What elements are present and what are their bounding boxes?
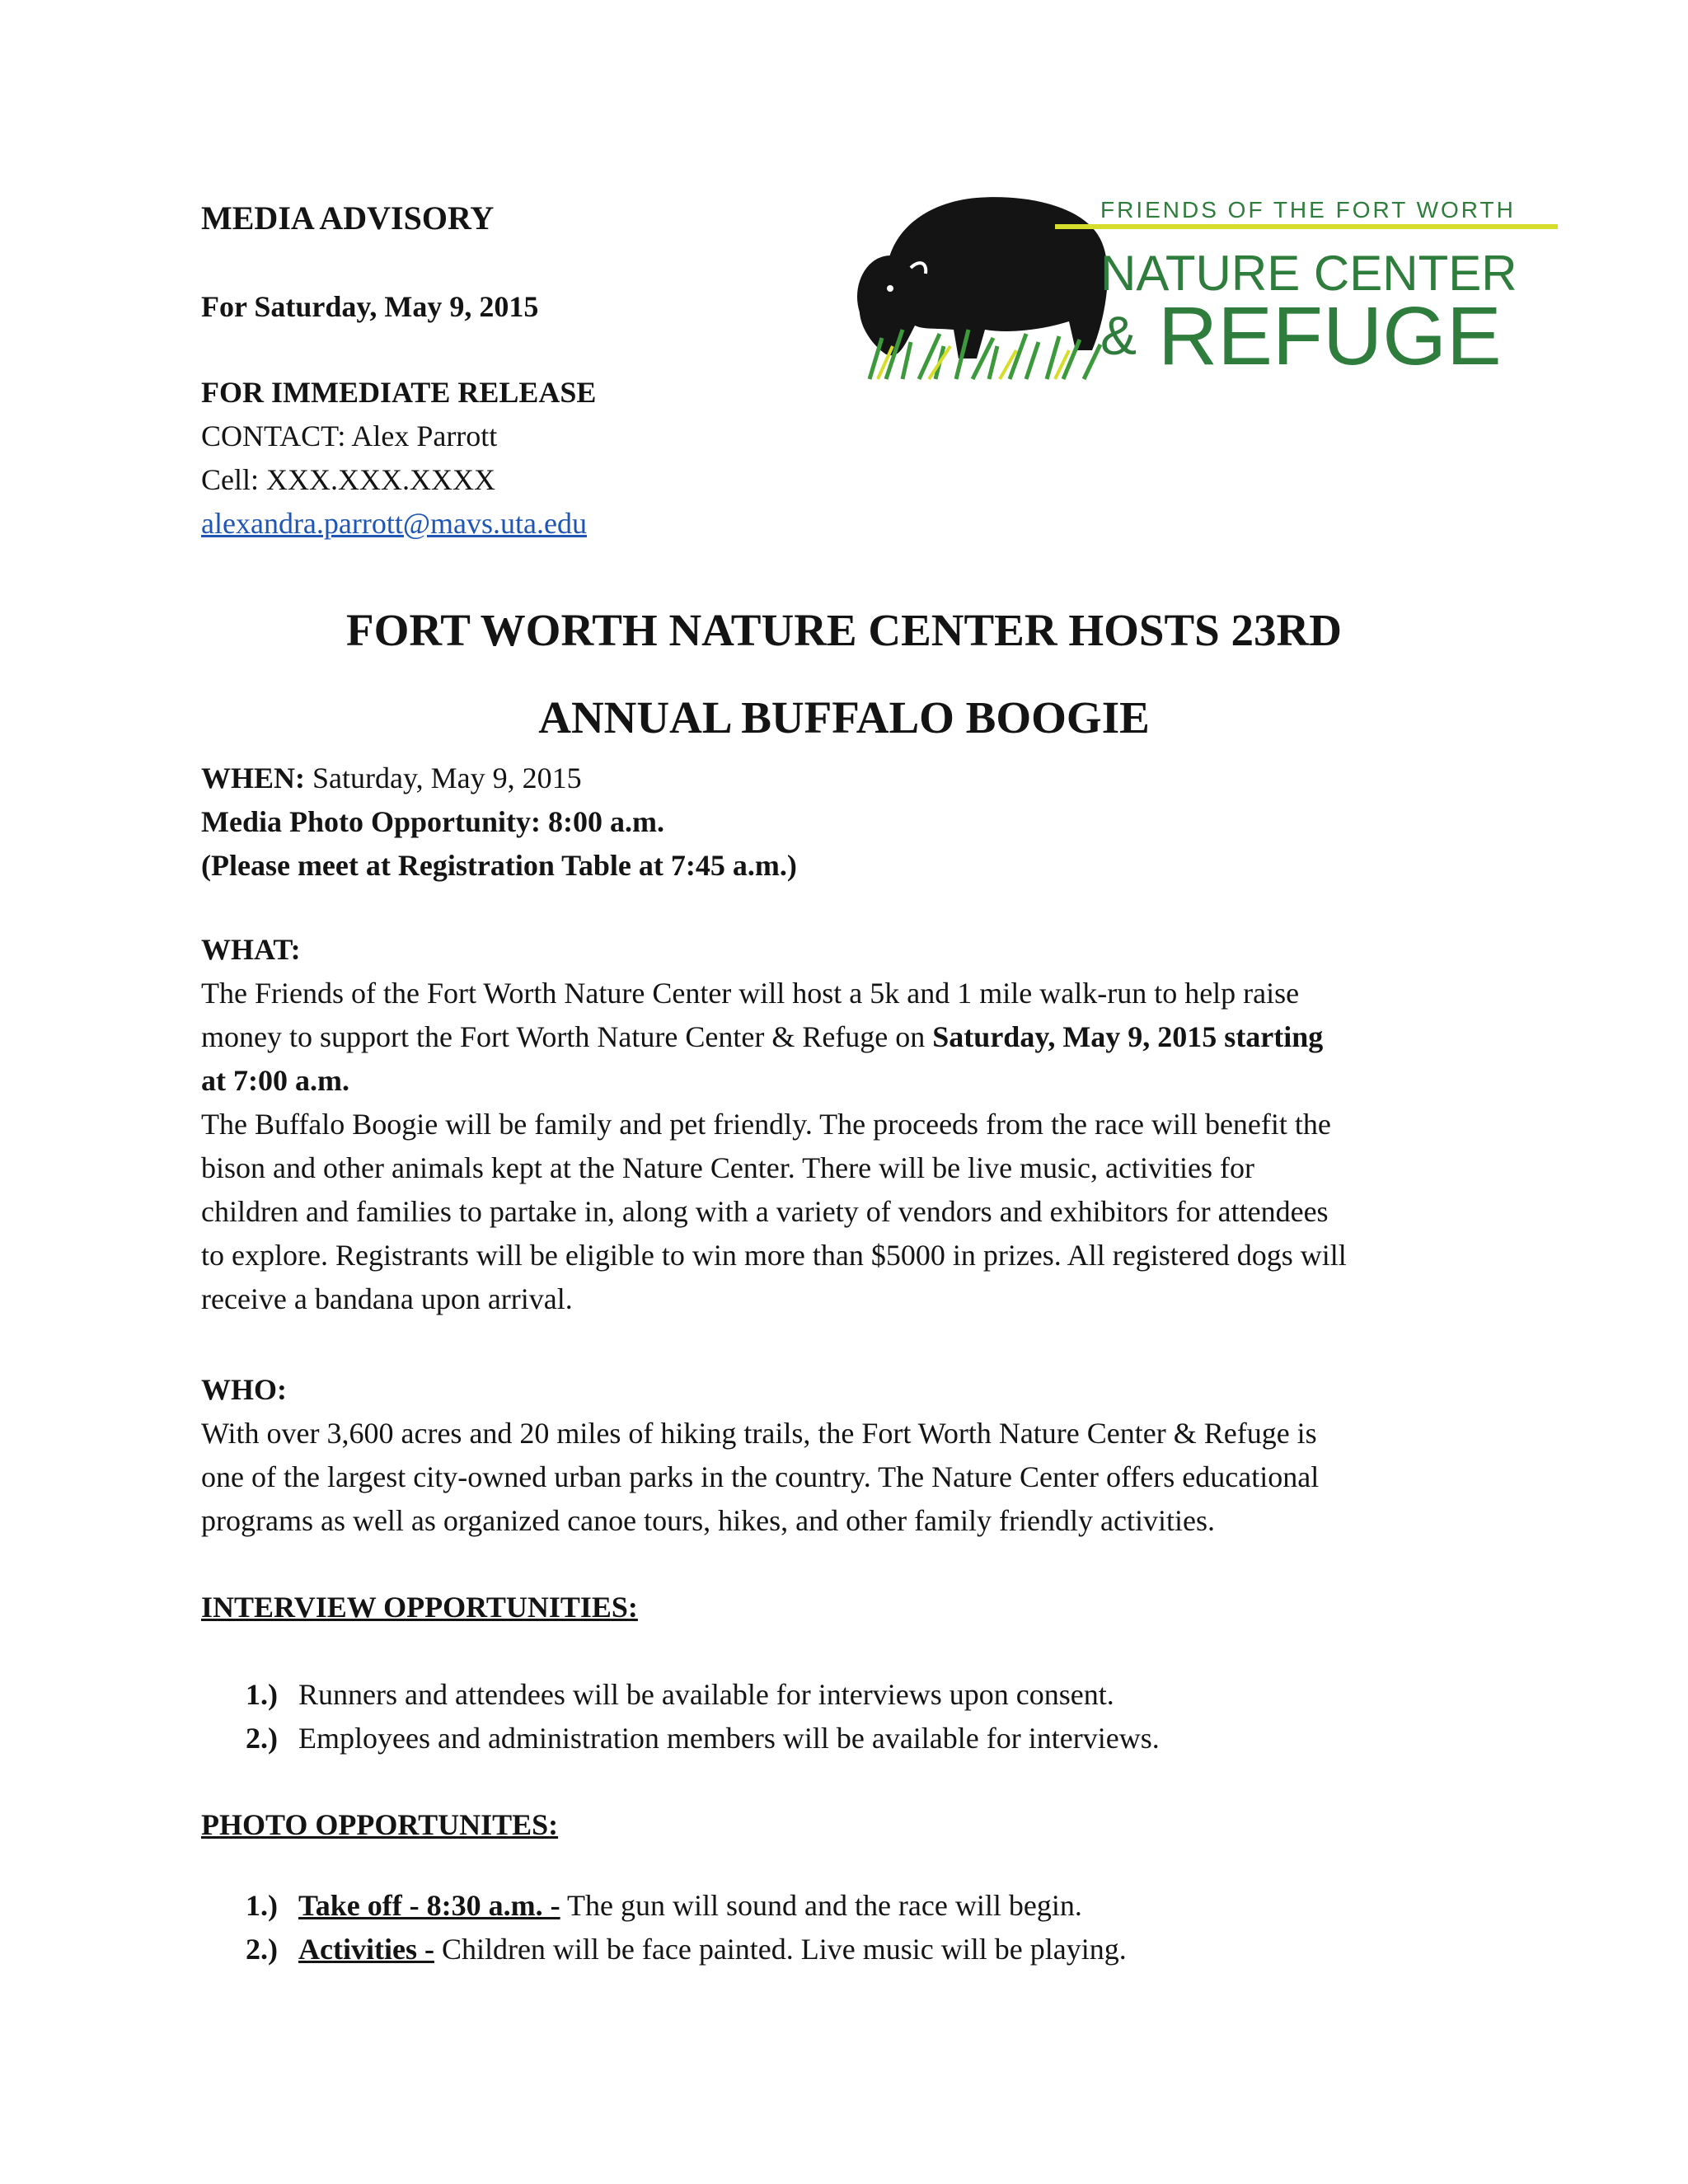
logo-amp: & <box>1100 305 1137 366</box>
list-number: 2.) <box>246 1933 278 1966</box>
what-label: WHAT: <box>201 933 301 966</box>
when-section <box>201 757 797 888</box>
for-date: For Saturday, May 9, 2015 <box>201 290 539 323</box>
nature-center-logo <box>853 181 1562 412</box>
what-line-5: bison and other animals kept at the Nature Center. There will be live music, activities for <box>201 1151 1254 1184</box>
contact-block <box>201 371 596 546</box>
logo-line3: REFUGE <box>1158 290 1502 382</box>
when-date: Saturday, May 9, 2015 <box>305 762 582 794</box>
list-text: Runners and attendees will be available for interviews upon consent. <box>298 1678 1114 1711</box>
list-number: 1.) <box>246 1889 278 1922</box>
what-line-1: The Friends of the Fort Worth Nature Center will host a 5k and 1 mile walk-run to help raise <box>201 977 1300 1010</box>
photo-item-title: Take off - 8:30 a.m. - <box>298 1889 560 1922</box>
logo-line2: NATURE CENTER <box>1100 246 1517 301</box>
list-text: The gun will sound and the race will begin. <box>560 1889 1082 1922</box>
interview-list <box>246 1673 1160 1760</box>
interview-heading: INTERVIEW OPPORTUNITIES: <box>201 1591 638 1624</box>
advisory-heading: MEDIA ADVISORY <box>201 199 495 237</box>
who-label: WHO: <box>201 1373 287 1406</box>
logo-line1: FRIENDS OF THE FORT WORTH <box>1100 197 1516 223</box>
list-number: 1.) <box>246 1678 278 1711</box>
list-text: Employees and administration members will be available for interviews. <box>298 1722 1160 1755</box>
list-item <box>246 1673 1160 1717</box>
cell-number: Cell: XXX.XXX.XXXX <box>201 463 495 496</box>
email-link[interactable]: alexandra.parrott@mavs.uta.edu <box>201 507 587 540</box>
list-item <box>246 1884 1127 1928</box>
list-item <box>246 1928 1127 1971</box>
photo-section <box>201 1803 558 1847</box>
title-line-1: FORT WORTH NATURE CENTER HOSTS 23RD <box>346 605 1342 655</box>
meet-note: (Please meet at Registration Table at 7:45 a.m.) <box>201 849 797 882</box>
what-line-7: to explore. Registrants will be eligible to win more than $5000 in prizes. All registered dogs will <box>201 1239 1347 1272</box>
header-block <box>201 196 494 240</box>
contact-name: CONTACT: Alex Parrott <box>201 419 498 452</box>
what-line-3: at 7:00 a.m. <box>201 1064 349 1097</box>
what-section <box>201 928 1347 1321</box>
what-line-6: children and families to partake in, along with a variety of vendors and exhibitors for attendees <box>201 1195 1329 1228</box>
photo-item-title: Activities - <box>298 1933 434 1966</box>
list-number: 2.) <box>246 1722 278 1755</box>
what-line-2: money to support the Fort Worth Nature Center & Refuge on <box>201 1020 933 1053</box>
media-photo-time: Media Photo Opportunity: 8:00 a.m. <box>201 805 664 838</box>
when-label: WHEN: <box>201 762 305 794</box>
interview-section <box>201 1586 638 1629</box>
photo-list <box>246 1884 1127 1971</box>
list-item <box>246 1717 1160 1760</box>
what-date-bold: Saturday, May 9, 2015 starting <box>932 1020 1324 1053</box>
page-title <box>165 587 1523 762</box>
header-details <box>201 285 538 329</box>
release-label: FOR IMMEDIATE RELEASE <box>201 376 597 409</box>
list-text: Children will be face painted. Live music will be playing. <box>434 1933 1127 1966</box>
who-line-1: With over 3,600 acres and 20 miles of hiking trails, the Fort Worth Nature Center & Refuge is <box>201 1417 1317 1450</box>
title-line-2: ANNUAL BUFFALO BOOGIE <box>538 692 1150 743</box>
who-line-2: one of the largest city-owned urban parks in the country. The Nature Center offers educational <box>201 1460 1320 1493</box>
who-line-3: programs as well as organized canoe tours, hikes, and other family friendly activities. <box>201 1504 1215 1537</box>
what-line-4: The Buffalo Boogie will be family and pet friendly. The proceeds from the race will benefit the <box>201 1108 1331 1141</box>
what-line-8: receive a bandana upon arrival. <box>201 1282 573 1315</box>
who-section <box>201 1368 1319 1543</box>
photo-heading: PHOTO OPPORTUNITES: <box>201 1808 559 1841</box>
